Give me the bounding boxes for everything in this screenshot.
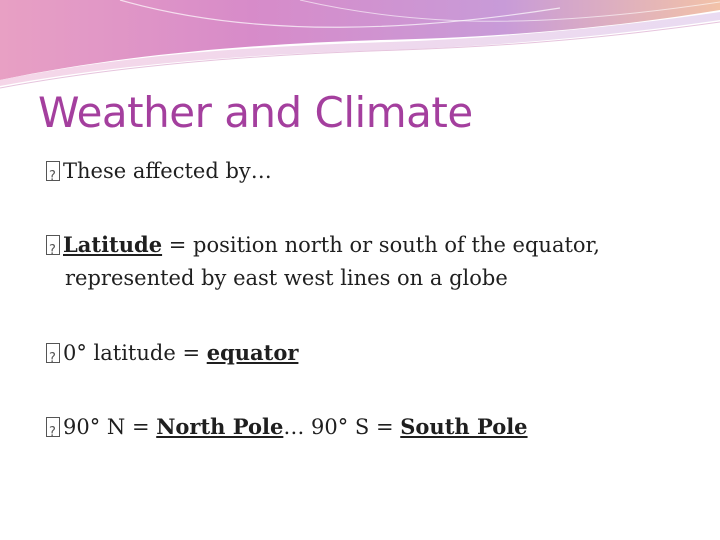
slide-title: Weather and Climate <box>38 88 473 137</box>
bullet-item <box>46 154 272 188</box>
bullet-term: South Pole <box>400 414 528 439</box>
bullet-text: … 90° S = <box>283 415 401 439</box>
bullet-item <box>46 336 298 370</box>
bullet-text: These affected by… <box>63 159 272 183</box>
bullet-icon <box>46 161 60 181</box>
bullet-item <box>46 228 600 262</box>
bullet-term: North Pole <box>156 414 284 439</box>
decorative-header-banner <box>0 0 720 90</box>
bullet-text: 0° latitude = <box>63 341 207 365</box>
bullet-text: 90° N = <box>63 415 157 439</box>
bullet-icon <box>46 417 60 437</box>
bullet-term: equator <box>206 340 299 365</box>
bullet-term: Latitude <box>63 232 163 257</box>
bullet-continuation: represented by east west lines on a globe <box>65 266 508 290</box>
bullet-icon <box>46 343 60 363</box>
bullet-item <box>46 410 528 444</box>
bullet-icon <box>46 235 60 255</box>
bullet-text: = position north or south of the equator, <box>162 233 600 257</box>
